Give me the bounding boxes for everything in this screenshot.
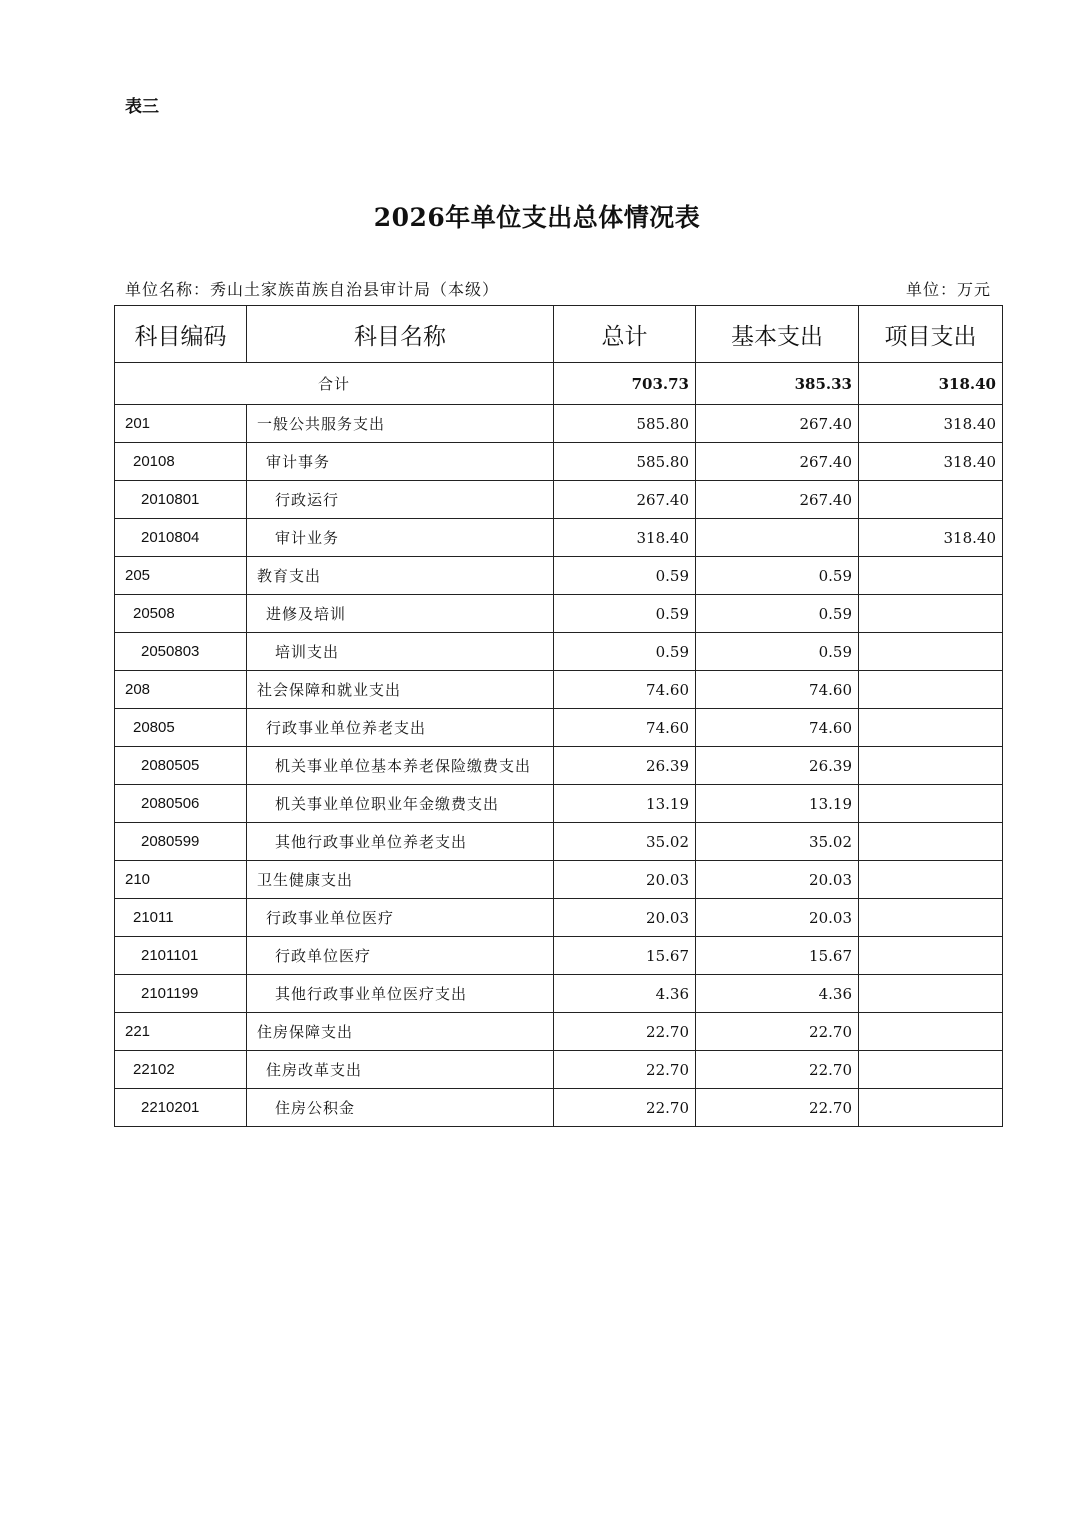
row-name: 行政单位医疗 [247,937,554,975]
row-project [859,595,1003,633]
row-name: 住房改革支出 [247,1051,554,1089]
row-project [859,1013,1003,1051]
table-row [115,595,1003,633]
row-total: 20.03 [554,899,696,937]
column-header-basic: 基本支出 [696,306,859,363]
row-code: 2010801 [115,481,247,519]
row-total: 22.70 [554,1051,696,1089]
row-code: 20805 [115,709,247,747]
row-project: 318.40 [859,519,1003,557]
row-project [859,557,1003,595]
row-code: 205 [115,557,247,595]
row-basic: 0.59 [696,595,859,633]
unit-name: 单位名称：秀山土家族苗族自治县审计局（本级） [125,280,500,299]
row-code: 20508 [115,595,247,633]
row-total: 74.60 [554,671,696,709]
row-total: 22.70 [554,1013,696,1051]
row-basic: 267.40 [696,443,859,481]
row-project [859,899,1003,937]
row-basic: 0.59 [696,633,859,671]
row-name: 行政事业单位医疗 [247,899,554,937]
row-basic: 20.03 [696,899,859,937]
table-row [115,747,1003,785]
table-row [115,557,1003,595]
row-code: 2080599 [115,823,247,861]
row-project [859,785,1003,823]
total-basic: 385.33 [696,363,859,405]
row-code: 2010804 [115,519,247,557]
table-row [115,937,1003,975]
row-project [859,747,1003,785]
row-code: 2101199 [115,975,247,1013]
table-row [115,1051,1003,1089]
column-header-total: 总计 [554,306,696,363]
table-row [115,443,1003,481]
row-name: 审计业务 [247,519,554,557]
page-title: 2026年单位支出总体情况表 [373,203,701,232]
row-project [859,633,1003,671]
row-project [859,709,1003,747]
row-basic: 15.67 [696,937,859,975]
row-basic: 13.19 [696,785,859,823]
row-project [859,823,1003,861]
row-basic: 74.60 [696,709,859,747]
row-basic: 74.60 [696,671,859,709]
row-project [859,975,1003,1013]
row-project [859,1089,1003,1127]
row-code: 210 [115,861,247,899]
table-row [115,899,1003,937]
row-name: 一般公共服务支出 [247,405,554,443]
row-name: 培训支出 [247,633,554,671]
row-total: 0.59 [554,633,696,671]
row-name: 教育支出 [247,557,554,595]
row-total: 13.19 [554,785,696,823]
row-total: 267.40 [554,481,696,519]
total-sum: 703.73 [554,363,696,405]
row-project [859,937,1003,975]
row-total: 35.02 [554,823,696,861]
row-basic: 26.39 [696,747,859,785]
row-basic: 22.70 [696,1013,859,1051]
row-basic: 35.02 [696,823,859,861]
row-total: 585.80 [554,405,696,443]
table-row [115,785,1003,823]
row-code: 2210201 [115,1089,247,1127]
table-row [115,519,1003,557]
row-code: 201 [115,405,247,443]
row-basic: 22.70 [696,1051,859,1089]
row-name: 机关事业单位职业年金缴费支出 [247,785,554,823]
unit-measure: 单位：万元 [905,280,991,299]
row-project [859,671,1003,709]
row-code: 22102 [115,1051,247,1089]
row-total: 4.36 [554,975,696,1013]
row-name: 住房公积金 [247,1089,554,1127]
total-row [115,363,1003,405]
row-code: 20108 [115,443,247,481]
table-row [115,823,1003,861]
row-total: 74.60 [554,709,696,747]
row-code: 208 [115,671,247,709]
row-total: 318.40 [554,519,696,557]
column-header-name: 科目名称 [247,306,554,363]
row-total: 20.03 [554,861,696,899]
row-basic: 22.70 [696,1089,859,1127]
row-total: 585.80 [554,443,696,481]
row-name: 机关事业单位基本养老保险缴费支出 [247,747,554,785]
column-header-project: 项目支出 [859,306,1003,363]
table-row [115,709,1003,747]
row-name: 社会保障和就业支出 [247,671,554,709]
expenditure-table [114,305,1003,1127]
table-row [115,975,1003,1013]
row-total: 15.67 [554,937,696,975]
table-row [115,861,1003,899]
row-name: 行政运行 [247,481,554,519]
total-project: 318.40 [859,363,1003,405]
table-number-label: 表三 [125,97,159,117]
table-row [115,481,1003,519]
table-row [115,633,1003,671]
row-basic: 267.40 [696,405,859,443]
row-basic: 4.36 [696,975,859,1013]
row-name: 进修及培训 [247,595,554,633]
row-code: 2050803 [115,633,247,671]
row-code: 2080505 [115,747,247,785]
row-name: 其他行政事业单位养老支出 [247,823,554,861]
row-total: 0.59 [554,595,696,633]
row-project [859,861,1003,899]
row-code: 21011 [115,899,247,937]
row-total: 0.59 [554,557,696,595]
row-name: 行政事业单位养老支出 [247,709,554,747]
row-name: 审计事务 [247,443,554,481]
row-name: 卫生健康支出 [247,861,554,899]
table-row [115,671,1003,709]
row-project: 318.40 [859,405,1003,443]
table-row [115,1089,1003,1127]
row-basic: 0.59 [696,557,859,595]
row-code: 2101101 [115,937,247,975]
column-header-code: 科目编码 [115,306,247,363]
table-header-row [115,306,1003,363]
row-basic: 20.03 [696,861,859,899]
row-basic: 267.40 [696,481,859,519]
row-project: 318.40 [859,443,1003,481]
row-code: 2080506 [115,785,247,823]
row-name: 住房保障支出 [247,1013,554,1051]
total-label: 合计 [115,363,554,405]
row-total: 26.39 [554,747,696,785]
table-row [115,405,1003,443]
row-total: 22.70 [554,1089,696,1127]
row-name: 其他行政事业单位医疗支出 [247,975,554,1013]
row-project [859,481,1003,519]
row-code: 221 [115,1013,247,1051]
row-basic [696,519,859,557]
row-project [859,1051,1003,1089]
table-row [115,1013,1003,1051]
